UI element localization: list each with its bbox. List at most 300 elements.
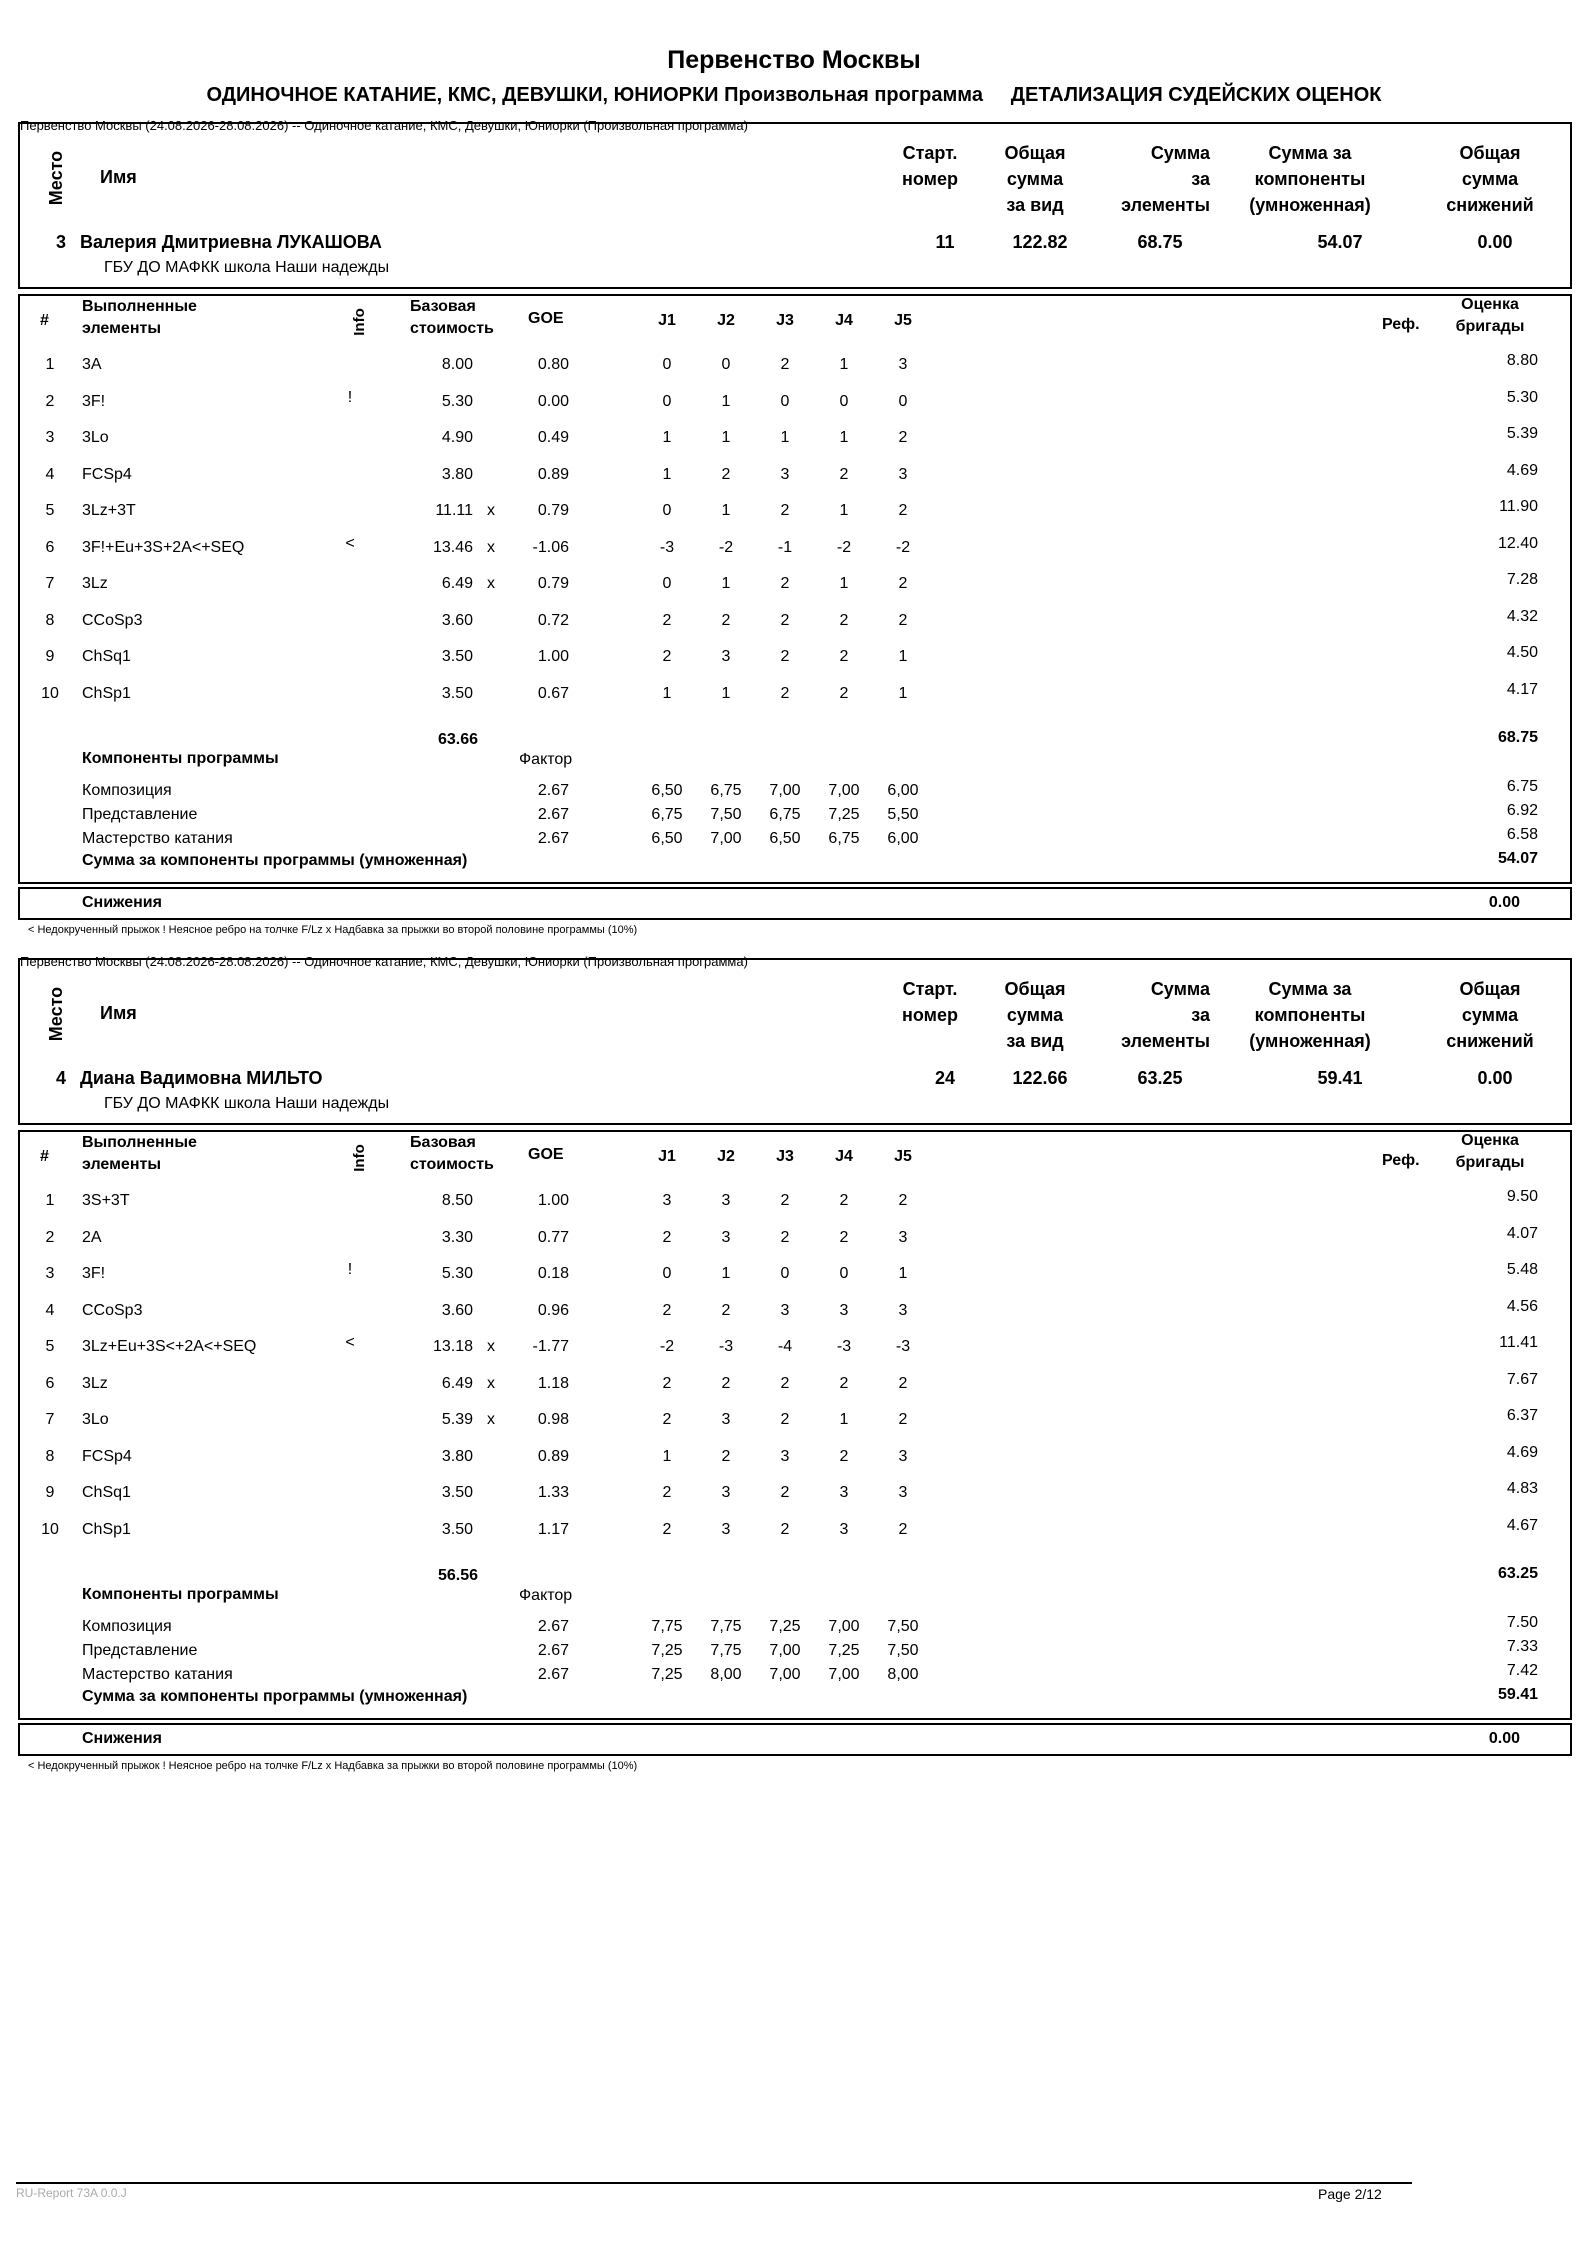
element-judge-score: 2	[839, 1192, 849, 1209]
components-score: 54.07	[1317, 232, 1363, 252]
element-number: 10	[41, 1521, 59, 1538]
table-row	[0, 1298, 1588, 1326]
element-goe: -1.06	[532, 539, 569, 556]
element-judge-score: 2	[721, 612, 731, 629]
element-panel-score: 12.40	[1497, 535, 1538, 552]
element-panel-score: 4.17	[1506, 681, 1538, 698]
table-row	[0, 571, 1588, 599]
components-title: Компоненты программы	[82, 1586, 279, 1603]
element-panel-score: 4.83	[1506, 1480, 1538, 1497]
element-panel-score: 4.69	[1506, 462, 1538, 479]
element-judge-score: 1	[839, 356, 849, 373]
element-judge-score: 1	[898, 685, 908, 702]
element-goe: 1.00	[537, 648, 569, 665]
component-judge-score: 7,25	[828, 1642, 860, 1659]
element-panel-score: 4.50	[1506, 644, 1538, 661]
element-judge-score: 3	[721, 1521, 731, 1538]
component-name: Мастерство катания	[82, 1666, 233, 1683]
element-info: !	[347, 389, 353, 406]
element-number: 9	[45, 1484, 55, 1501]
element-judge-score: 2	[780, 685, 790, 702]
start-number: 11	[935, 232, 955, 252]
element-judge-score: 2	[898, 1411, 908, 1428]
base-total: 63.66	[437, 731, 478, 748]
event-line: Первенство Москвы (24.08.2026-28.08.2026) -- Одиночное катание, КМС, Девушки, Юниорки (Произвольная программа)	[20, 118, 748, 133]
table-row	[0, 1188, 1588, 1216]
component-factor: 2.67	[537, 830, 569, 847]
col-elements-label: Выполненные элементы	[82, 1134, 197, 1173]
component-judge-score: 6,75	[769, 806, 801, 823]
table-row	[0, 1480, 1588, 1508]
element-judge-score: 2	[839, 685, 849, 702]
components-score-label: Сумма за компоненты (умноженная)	[1249, 979, 1371, 1051]
element-goe: 0.96	[537, 1302, 569, 1319]
element-judge-score: 2	[898, 575, 908, 592]
name-label: Имя	[100, 167, 137, 187]
element-goe: 0.98	[537, 1411, 569, 1428]
element-judge-score: 2	[662, 1411, 672, 1428]
col-judge-label: J5	[894, 1148, 912, 1165]
element-judge-score: 0	[662, 356, 672, 373]
element-judge-score: 2	[780, 1229, 790, 1246]
element-judge-score: 0	[721, 356, 731, 373]
element-judge-score: 3	[898, 1229, 908, 1246]
element-judge-score: 1	[662, 685, 672, 702]
component-judge-score: 7,00	[828, 782, 860, 799]
factor-label: Фактор	[519, 1587, 573, 1604]
element-code: 3Lz	[82, 575, 108, 592]
element-judge-score: 2	[898, 1521, 908, 1538]
element-judge-score: 2	[662, 1302, 672, 1319]
element-judge-score: 3	[898, 1448, 908, 1465]
element-judge-score: -3	[895, 1338, 911, 1355]
element-judge-score: 2	[898, 1375, 908, 1392]
col-judge-label: J2	[717, 1148, 735, 1165]
component-judge-score: 7,25	[651, 1642, 683, 1659]
component-panel-score: 7.50	[1506, 1614, 1538, 1631]
col-judge-label: J1	[658, 1148, 676, 1165]
component-row	[0, 1614, 1588, 1640]
element-judge-score: 3	[898, 356, 908, 373]
element-goe: 0.72	[537, 612, 569, 629]
element-judge-score: 2	[780, 612, 790, 629]
element-judge-score: 2	[839, 466, 849, 483]
element-judge-score: 1	[839, 502, 849, 519]
element-panel-score: 11.90	[1499, 498, 1538, 515]
component-row	[0, 802, 1588, 828]
start-no-label: Старт. номер	[902, 143, 958, 189]
element-code: CCoSp3	[82, 1302, 143, 1319]
table-row	[0, 1371, 1588, 1399]
element-judge-score: 2	[898, 1192, 908, 1209]
element-judge-score: 2	[721, 466, 731, 483]
start-no-label: Старт. номер	[902, 979, 958, 1025]
element-number: 7	[45, 575, 55, 592]
deductions-box	[18, 887, 1572, 920]
component-row	[0, 826, 1588, 852]
component-judge-score: 8,00	[887, 1666, 919, 1683]
skater-section	[0, 118, 1588, 1002]
element-code: 3F!	[82, 1265, 106, 1282]
component-judge-score: 6,50	[651, 830, 683, 847]
component-panel-score: 6.75	[1506, 778, 1538, 795]
element-judge-score: 3	[721, 1484, 731, 1501]
component-row	[0, 778, 1588, 804]
element-judge-score: 2	[662, 648, 672, 665]
total-score: 122.82	[1012, 232, 1068, 252]
element-panel-score: 4.69	[1506, 1444, 1538, 1461]
event-line: Первенство Москвы (24.08.2026-28.08.2026) -- Одиночное катание, КМС, Девушки, Юниорки (Произвольная программа)	[20, 954, 748, 969]
component-judge-score: 5,50	[887, 806, 919, 823]
component-panel-score: 6.58	[1506, 826, 1538, 843]
table-row	[0, 681, 1588, 709]
element-judge-score: -2	[659, 1338, 675, 1355]
component-judge-score: 7,25	[828, 806, 860, 823]
col-judge-label: J3	[776, 312, 794, 329]
col-num-label: #	[40, 1148, 49, 1165]
footer-divider	[16, 2182, 1412, 2184]
element-goe: 0.00	[537, 393, 569, 410]
component-judge-score: 7,00	[769, 1666, 801, 1683]
component-factor: 2.67	[537, 806, 569, 823]
component-judge-score: 6,75	[710, 782, 742, 799]
component-factor: 2.67	[537, 1618, 569, 1635]
element-judge-score: 3	[780, 1448, 790, 1465]
component-judge-score: 7,75	[651, 1618, 683, 1635]
total-score-label: Общая сумма за вид	[1004, 979, 1066, 1051]
element-code: CCoSp3	[82, 612, 143, 629]
component-judge-score: 6,50	[651, 782, 683, 799]
element-judge-score: 1	[780, 429, 790, 446]
element-judge-score: 0	[662, 575, 672, 592]
components-sum-label: Сумма за компоненты программы (умноженная)	[82, 852, 468, 869]
element-code: FCSp4	[82, 466, 132, 483]
elements-score-label: Сумма за элементы	[1121, 979, 1210, 1051]
element-judge-score: 3	[839, 1484, 849, 1501]
element-goe: 0.77	[537, 1229, 569, 1246]
name-label: Имя	[100, 1003, 137, 1023]
element-number: 3	[45, 1265, 55, 1282]
start-number: 24	[934, 1068, 956, 1088]
element-judge-score: 0	[898, 393, 908, 410]
element-number: 5	[45, 1338, 55, 1355]
element-goe: 0.49	[537, 429, 569, 446]
col-base-label: Базовая стоимость	[410, 298, 494, 337]
element-judge-score: 1	[662, 429, 672, 446]
element-judge-score: 2	[898, 612, 908, 629]
element-base-value: 5.30	[441, 1265, 473, 1282]
component-factor: 2.67	[537, 1666, 569, 1683]
component-judge-score: 7,25	[769, 1618, 801, 1635]
component-judge-score: 6,75	[828, 830, 860, 847]
element-code: 3A	[82, 356, 102, 373]
footnote: < Недокрученный прыжок ! Неясное ребро на толчке F/Lz x Надбавка за прыжки во второй половине программы (10%)	[28, 924, 638, 936]
deductions-score: 0.00	[1477, 1068, 1513, 1088]
element-panel-score: 9.50	[1506, 1188, 1538, 1205]
table-row	[0, 1261, 1588, 1289]
col-goe-label: GOE	[528, 1146, 564, 1163]
element-judge-score: -4	[777, 1338, 793, 1355]
element-judge-score: 3	[839, 1302, 849, 1319]
component-factor: 2.67	[537, 782, 569, 799]
place-label: Место	[46, 986, 66, 1042]
element-judge-score: 2	[839, 612, 849, 629]
report-id: RU-Report 73A 0.0.J	[16, 2186, 127, 2200]
element-code: 3Lz	[82, 1375, 108, 1392]
element-panel-score: 11.41	[1499, 1334, 1538, 1351]
element-number: 1	[45, 1192, 55, 1209]
element-judge-score: 2	[780, 1521, 790, 1538]
skater-club: ГБУ ДО МАФКК школа Наши надежды	[104, 259, 390, 276]
component-panel-score: 7.33	[1506, 1638, 1538, 1655]
element-base-value: 3.50	[441, 1521, 473, 1538]
element-judge-score: 1	[662, 466, 672, 483]
element-number: 2	[45, 1229, 55, 1246]
table-row	[0, 1444, 1588, 1472]
base-total: 56.56	[437, 1567, 478, 1584]
element-panel-score: 4.67	[1506, 1517, 1538, 1534]
element-judge-score: 2	[780, 575, 790, 592]
element-base-value: 8.00	[441, 356, 473, 373]
element-goe: 0.89	[537, 1448, 569, 1465]
component-judge-score: 7,75	[710, 1618, 742, 1635]
col-panel-label: Оценка бригады	[1455, 1132, 1525, 1171]
element-judge-score: 1	[662, 1448, 672, 1465]
element-panel-score: 7.67	[1506, 1371, 1538, 1388]
element-judge-score: 2	[662, 1229, 672, 1246]
element-goe: 1.18	[537, 1375, 569, 1392]
component-judge-score: 7,25	[651, 1666, 683, 1683]
element-judge-score: 2	[898, 429, 908, 446]
element-number: 2	[45, 393, 55, 410]
element-number: 8	[45, 1448, 55, 1465]
element-judge-score: 1	[839, 1411, 849, 1428]
element-judge-score: 2	[780, 1484, 790, 1501]
table-row	[0, 1334, 1588, 1362]
element-judge-score: -1	[777, 539, 793, 556]
element-judge-score: 3	[898, 1484, 908, 1501]
components-title: Компоненты программы	[82, 750, 279, 767]
deductions-total: 0.00	[1488, 1730, 1520, 1747]
element-judge-score: 3	[721, 648, 731, 665]
element-judge-score: 3	[780, 1302, 790, 1319]
col-judge-label: J4	[835, 1148, 853, 1165]
element-judge-score: -2	[836, 539, 852, 556]
skater-name: Валерия Дмитриевна ЛУКАШОВА	[80, 232, 382, 252]
element-code: ChSq1	[82, 1484, 131, 1501]
elements-score: 68.75	[1137, 232, 1183, 252]
col-info-label: Info	[351, 1144, 368, 1172]
element-panel-score: 5.39	[1506, 425, 1538, 442]
element-goe: 0.89	[537, 466, 569, 483]
element-base-value: 3.50	[441, 685, 473, 702]
table-row	[0, 352, 1588, 380]
element-judge-score: 2	[662, 612, 672, 629]
component-judge-score: 7,50	[887, 1618, 919, 1635]
table-row	[0, 608, 1588, 636]
element-base-value: 3.30	[441, 1229, 473, 1246]
element-judge-score: 3	[662, 1192, 672, 1209]
tes-total: 63.25	[1497, 1565, 1538, 1582]
table-row	[0, 1517, 1588, 1545]
component-judge-score: 7,00	[769, 782, 801, 799]
element-bonus-mark: x	[487, 1338, 495, 1355]
element-judge-score: 1	[721, 685, 731, 702]
element-base-value: 3.80	[441, 1448, 473, 1465]
element-code: ChSq1	[82, 648, 131, 665]
element-judge-score: 0	[839, 1265, 849, 1282]
component-judge-score: 7,00	[828, 1666, 860, 1683]
element-goe: 0.67	[537, 685, 569, 702]
element-number: 1	[45, 356, 55, 373]
elements-score-label: Сумма за элементы	[1121, 143, 1210, 215]
element-judge-score: 0	[839, 393, 849, 410]
element-judge-score: 2	[839, 648, 849, 665]
element-info: <	[345, 1334, 355, 1351]
element-info: !	[347, 1261, 353, 1278]
footnote: < Недокрученный прыжок ! Неясное ребро на толчке F/Lz x Надбавка за прыжки во второй половине программы (10%)	[28, 1760, 638, 1772]
total-score-label: Общая сумма за вид	[1004, 143, 1066, 215]
table-row	[0, 1225, 1588, 1253]
element-panel-score: 6.37	[1506, 1407, 1538, 1424]
skater-name: Диана Вадимовна МИЛЬТО	[80, 1068, 323, 1088]
col-judge-label: J3	[776, 1148, 794, 1165]
element-judge-score: 1	[839, 429, 849, 446]
element-goe: 0.79	[537, 575, 569, 592]
element-number: 9	[45, 648, 55, 665]
element-bonus-mark: x	[487, 1375, 495, 1392]
component-name: Композиция	[82, 782, 172, 799]
element-judge-score: 0	[662, 1265, 672, 1282]
element-base-value: 6.49	[441, 575, 473, 592]
element-code: 2A	[82, 1229, 102, 1246]
component-row	[0, 1638, 1588, 1664]
elements-score: 63.25	[1137, 1068, 1183, 1088]
element-base-value: 6.49	[441, 1375, 473, 1392]
element-judge-score: 0	[780, 393, 790, 410]
element-base-value: 3.60	[441, 612, 473, 629]
element-number: 6	[45, 539, 55, 556]
components-score-label: Сумма за компоненты (умноженная)	[1249, 143, 1371, 215]
place-label: Место	[46, 150, 66, 206]
element-judge-score: 2	[839, 1375, 849, 1392]
element-judge-score: 2	[662, 1484, 672, 1501]
element-judge-score: 2	[898, 502, 908, 519]
element-judge-score: 2	[721, 1302, 731, 1319]
col-judge-label: J5	[894, 312, 912, 329]
element-number: 6	[45, 1375, 55, 1392]
element-judge-score: 2	[780, 356, 790, 373]
element-judge-score: 3	[721, 1411, 731, 1428]
col-judge-label: J2	[717, 312, 735, 329]
element-judge-score: 2	[839, 1229, 849, 1246]
element-judge-score: 2	[662, 1521, 672, 1538]
skater-rank: 4	[56, 1068, 67, 1088]
element-judge-score: 3	[721, 1192, 731, 1209]
element-judge-score: -3	[836, 1338, 852, 1355]
component-name: Представление	[82, 806, 198, 823]
element-code: 3S+3T	[82, 1192, 130, 1209]
element-panel-score: 7.28	[1506, 571, 1538, 588]
element-judge-score: 1	[721, 575, 731, 592]
element-judge-score: 1	[721, 393, 731, 410]
component-judge-score: 7,50	[710, 806, 742, 823]
element-code: 3Lo	[82, 429, 109, 446]
element-number: 5	[45, 502, 55, 519]
element-panel-score: 5.30	[1506, 389, 1538, 406]
element-number: 3	[45, 429, 55, 446]
element-judge-score: 2	[780, 648, 790, 665]
element-code: 3F!+Eu+3S+2A<+SEQ	[82, 539, 245, 556]
deductions-row-label: Снижения	[82, 894, 162, 911]
col-judge-label: J1	[658, 312, 676, 329]
element-base-value: 5.39	[441, 1411, 473, 1428]
element-info: <	[345, 535, 355, 552]
element-panel-score: 4.07	[1506, 1225, 1538, 1242]
deductions-label: Общая сумма снижений	[1446, 979, 1534, 1051]
component-row	[0, 1662, 1588, 1688]
element-judge-score: 0	[662, 502, 672, 519]
component-judge-score: 6,75	[651, 806, 683, 823]
element-code: ChSp1	[82, 1521, 131, 1538]
factor-label: Фактор	[519, 751, 573, 768]
element-goe: 1.00	[537, 1192, 569, 1209]
table-row	[0, 462, 1588, 490]
element-judge-score: -2	[895, 539, 911, 556]
element-panel-score: 8.80	[1506, 352, 1538, 369]
element-number: 7	[45, 1411, 55, 1428]
tes-total: 68.75	[1497, 729, 1538, 746]
element-judge-score: 1	[898, 648, 908, 665]
col-goe-label: GOE	[528, 310, 564, 327]
element-judge-score: 1	[721, 502, 731, 519]
element-judge-score: 2	[780, 502, 790, 519]
element-base-value: 3.80	[441, 466, 473, 483]
element-panel-score: 4.56	[1506, 1298, 1538, 1315]
col-ref-label: Реф.	[1382, 316, 1420, 333]
element-judge-score: 2	[780, 1411, 790, 1428]
element-judge-score: 3	[839, 1521, 849, 1538]
deductions-row-label: Снижения	[82, 1730, 162, 1747]
component-judge-score: 7,00	[769, 1642, 801, 1659]
component-judge-score: 6,00	[887, 782, 919, 799]
component-judge-score: 8,00	[710, 1666, 742, 1683]
element-judge-score: -2	[718, 539, 734, 556]
element-code: 3Lz+3T	[82, 502, 136, 519]
element-base-value: 13.46	[432, 539, 473, 556]
element-goe: 1.33	[537, 1484, 569, 1501]
element-judge-score: 1	[721, 429, 731, 446]
components-sum: 59.41	[1497, 1686, 1538, 1703]
component-judge-score: 7,75	[710, 1642, 742, 1659]
element-panel-score: 4.32	[1506, 608, 1538, 625]
element-number: 4	[45, 1302, 55, 1319]
element-goe: 0.80	[537, 356, 569, 373]
skater-section	[0, 954, 1588, 1838]
element-code: FCSp4	[82, 1448, 132, 1465]
element-number: 10	[41, 685, 59, 702]
element-bonus-mark: x	[487, 539, 495, 556]
element-goe: 1.17	[537, 1521, 569, 1538]
component-name: Мастерство катания	[82, 830, 233, 847]
table-row	[0, 498, 1588, 526]
element-code: ChSp1	[82, 685, 131, 702]
element-number: 8	[45, 612, 55, 629]
element-base-value: 11.11	[435, 502, 473, 519]
element-judge-score: 0	[780, 1265, 790, 1282]
components-sum: 54.07	[1497, 850, 1538, 867]
col-base-label: Базовая стоимость	[410, 1134, 494, 1173]
